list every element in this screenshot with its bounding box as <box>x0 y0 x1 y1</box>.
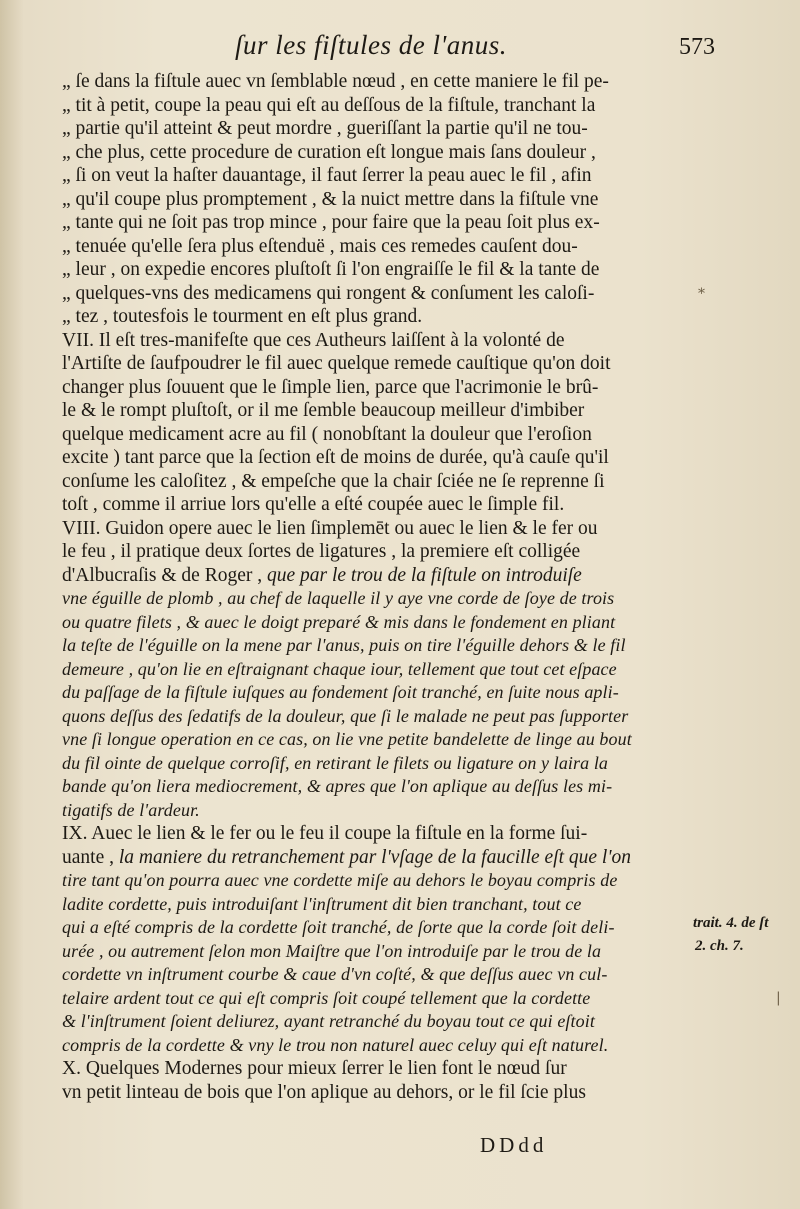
paragraph-x-start: X. Quelques Modernes pour mieux ſerrer le lien font le nœud ſur <box>62 1058 567 1079</box>
italic-line: du paſſage de la fiſtule iuſques au fondement ſoit tranché, en ſuite nous apli- <box>62 682 619 702</box>
italic-line: bande qu'on liera mediocrement, & apres que l'on aplique au deſſus les mi- <box>62 776 613 796</box>
text-line: „ tez , toutesfois le tourment en eſt plus grand. <box>62 306 423 327</box>
text-line: conſume les caloſitez , & empeſche que la chair ſciée ne ſe reprenne ſi <box>62 470 605 492</box>
italic-segment: que par le trou de la fiſtule on introduiſe <box>266 564 582 586</box>
text-line-mixed <box>62 846 694 870</box>
paragraph-ix-start: IX. Auec le lien & le fer ou le feu il coupe la fiſtule en la forme ſui- <box>62 823 588 844</box>
italic-line: cordette vn inſtrument courbe & caue d'vn coſté, & que deſſus auec vn cul- <box>62 964 608 984</box>
text-line: „ ſe dans la fiſtule auec vn ſemblable nœud , en cette maniere le fil pe- <box>62 71 609 92</box>
paragraph-viii-start: VIII. Guidon opere auec le lien ſimplemēt ou auec le lien & le fer ou <box>62 517 598 539</box>
margin-note-line: trait. 4. de ſt <box>693 915 769 931</box>
italic-line: qui a eſté compris de la cordette ſoit tranché, de ſorte que la corde ſoit deli- <box>62 917 615 937</box>
text-line: „ tenuée qu'elle ſera plus eſtenduë , mais ces remedes cauſent dou- <box>62 235 578 257</box>
italic-line: & l'inſtrument ſoient deliurez, ayant retranché du boyau tout ce qui eſtoit <box>62 1011 595 1031</box>
italic-line: vne ſi longue operation en ce cas, on lie vne petite bandelette de linge au bout <box>62 729 632 749</box>
text-line: changer plus ſouuent que le ſimple lien, parce que l'acrimonie le brû- <box>62 376 599 398</box>
text-line: „ tante qui ne ſoit pas trop mince , pour faire que la peau ſoit plus ex- <box>62 212 600 233</box>
stray-mark: | <box>776 990 781 1006</box>
italic-line: ladite cordette, puis introduiſant l'inſtrument dit bien tranchant, tout ce <box>62 893 582 914</box>
roman-segment: d'Albucraſis & de Roger , <box>62 564 263 586</box>
text-line: vn petit linteau de bois que l'on aplique au dehors, or le fil ſcie plus <box>62 1081 586 1103</box>
stray-mark: * <box>698 286 705 302</box>
italic-line: du fil ointe de quelque corroſif, en retirant le filets ou ligature on y laira la <box>62 752 609 773</box>
roman-segment: uante , <box>62 846 114 868</box>
italic-line: urée , ou autrement ſelon mon Maiſtre que l'on introduiſe par le trou de la <box>62 940 602 961</box>
text-line: quelque medicament acre au fil ( nonobſtant la douleur que l'eroſion <box>62 423 592 445</box>
page-number: 573 <box>679 34 715 60</box>
text-line: „ che plus, cette procedure de curation eſt longue mais ſans douleur , <box>62 141 596 163</box>
page-header <box>235 30 715 70</box>
italic-line: ou quatre filets , & auec le doigt preparé & mis dans le fondement en pliant <box>62 611 616 632</box>
text-line: excite ) tant parce que la ſection eſt de moins de durée, qu'à cauſe qu'il <box>62 447 609 468</box>
italic-line: tigatifs de l'ardeur. <box>62 799 200 820</box>
text-line: toſt , comme il arriue lors qu'elle a eſté coupée auec le ſimple fil. <box>62 494 565 515</box>
body-text <box>62 70 694 1104</box>
text-line: „ ſi on veut la haſter dauantage, il faut ſerrer la peau auec le fil , afin <box>62 165 592 186</box>
italic-line: compris de la cordette & vny le trou non naturel auec celuy qui eſt naturel. <box>62 1034 609 1055</box>
text-line: le & le rompt pluſtoſt, or il me ſemble beaucoup meilleur d'imbiber <box>62 400 585 421</box>
text-line: „ tit à petit, coupe la peau qui eſt au deſſous de la fiſtule, tranchant la <box>62 94 596 116</box>
text-line: „ partie qu'il atteint & peut mordre , gueriſſant la partie qu'il ne tou- <box>62 118 588 139</box>
text-line: „ qu'il coupe plus promptement , & la nuict mettre dans la fiſtule vne <box>62 188 599 210</box>
italic-line: telaire ardent tout ce qui eſt compris ſoit coupé tellement que la cordette <box>62 987 591 1008</box>
text-line: le feu , il pratique deux ſortes de ligatures , la premiere eſt colligée <box>62 541 581 562</box>
italic-line: la teſte de l'éguille on la mene par l'anus, puis on tire l'éguille dehors & le fil <box>62 635 626 655</box>
paragraph-vii-start: VII. Il eſt tres-manifeſte que ces Autheurs laiſſent à la volonté de <box>62 329 565 351</box>
italic-line: quons deſſus des ſedatifs de la douleur, que ſi le malade ne peut pas ſupporter <box>62 705 629 726</box>
text-line: „ quelques-vns des medicamens qui rongent & conſument les caloſi- <box>62 282 595 304</box>
text-line: l'Artiſte de ſaufpoudrer le fil auec quelque remede cauſtique qu'on doit <box>62 353 611 374</box>
italic-line: demeure , qu'on lie en eſtraignant chaque iour, tellement que tout cet eſpace <box>62 658 617 679</box>
italic-line: tire tant qu'on pourra auec vne cordette miſe au dehors le boyau compris de <box>62 870 618 890</box>
running-title: ſur les fiſtules de l'anus. <box>235 30 508 60</box>
text-line: „ leur , on expedie encores pluſtoſt ſi l'on engraiſſe le fil & la tante de <box>62 259 600 280</box>
italic-segment: la maniere du retranchement par l'vſage de la faucille eſt que l'on <box>118 846 632 868</box>
margin-note <box>693 912 793 958</box>
margin-note-line: 2. ch. 7. <box>695 938 744 954</box>
italic-line: vne éguille de plomb , au chef de laquelle il y aye vne corde de ſoye de trois <box>62 588 615 608</box>
signature-mark: DDdd <box>480 1133 548 1157</box>
text-line-mixed <box>62 564 694 588</box>
